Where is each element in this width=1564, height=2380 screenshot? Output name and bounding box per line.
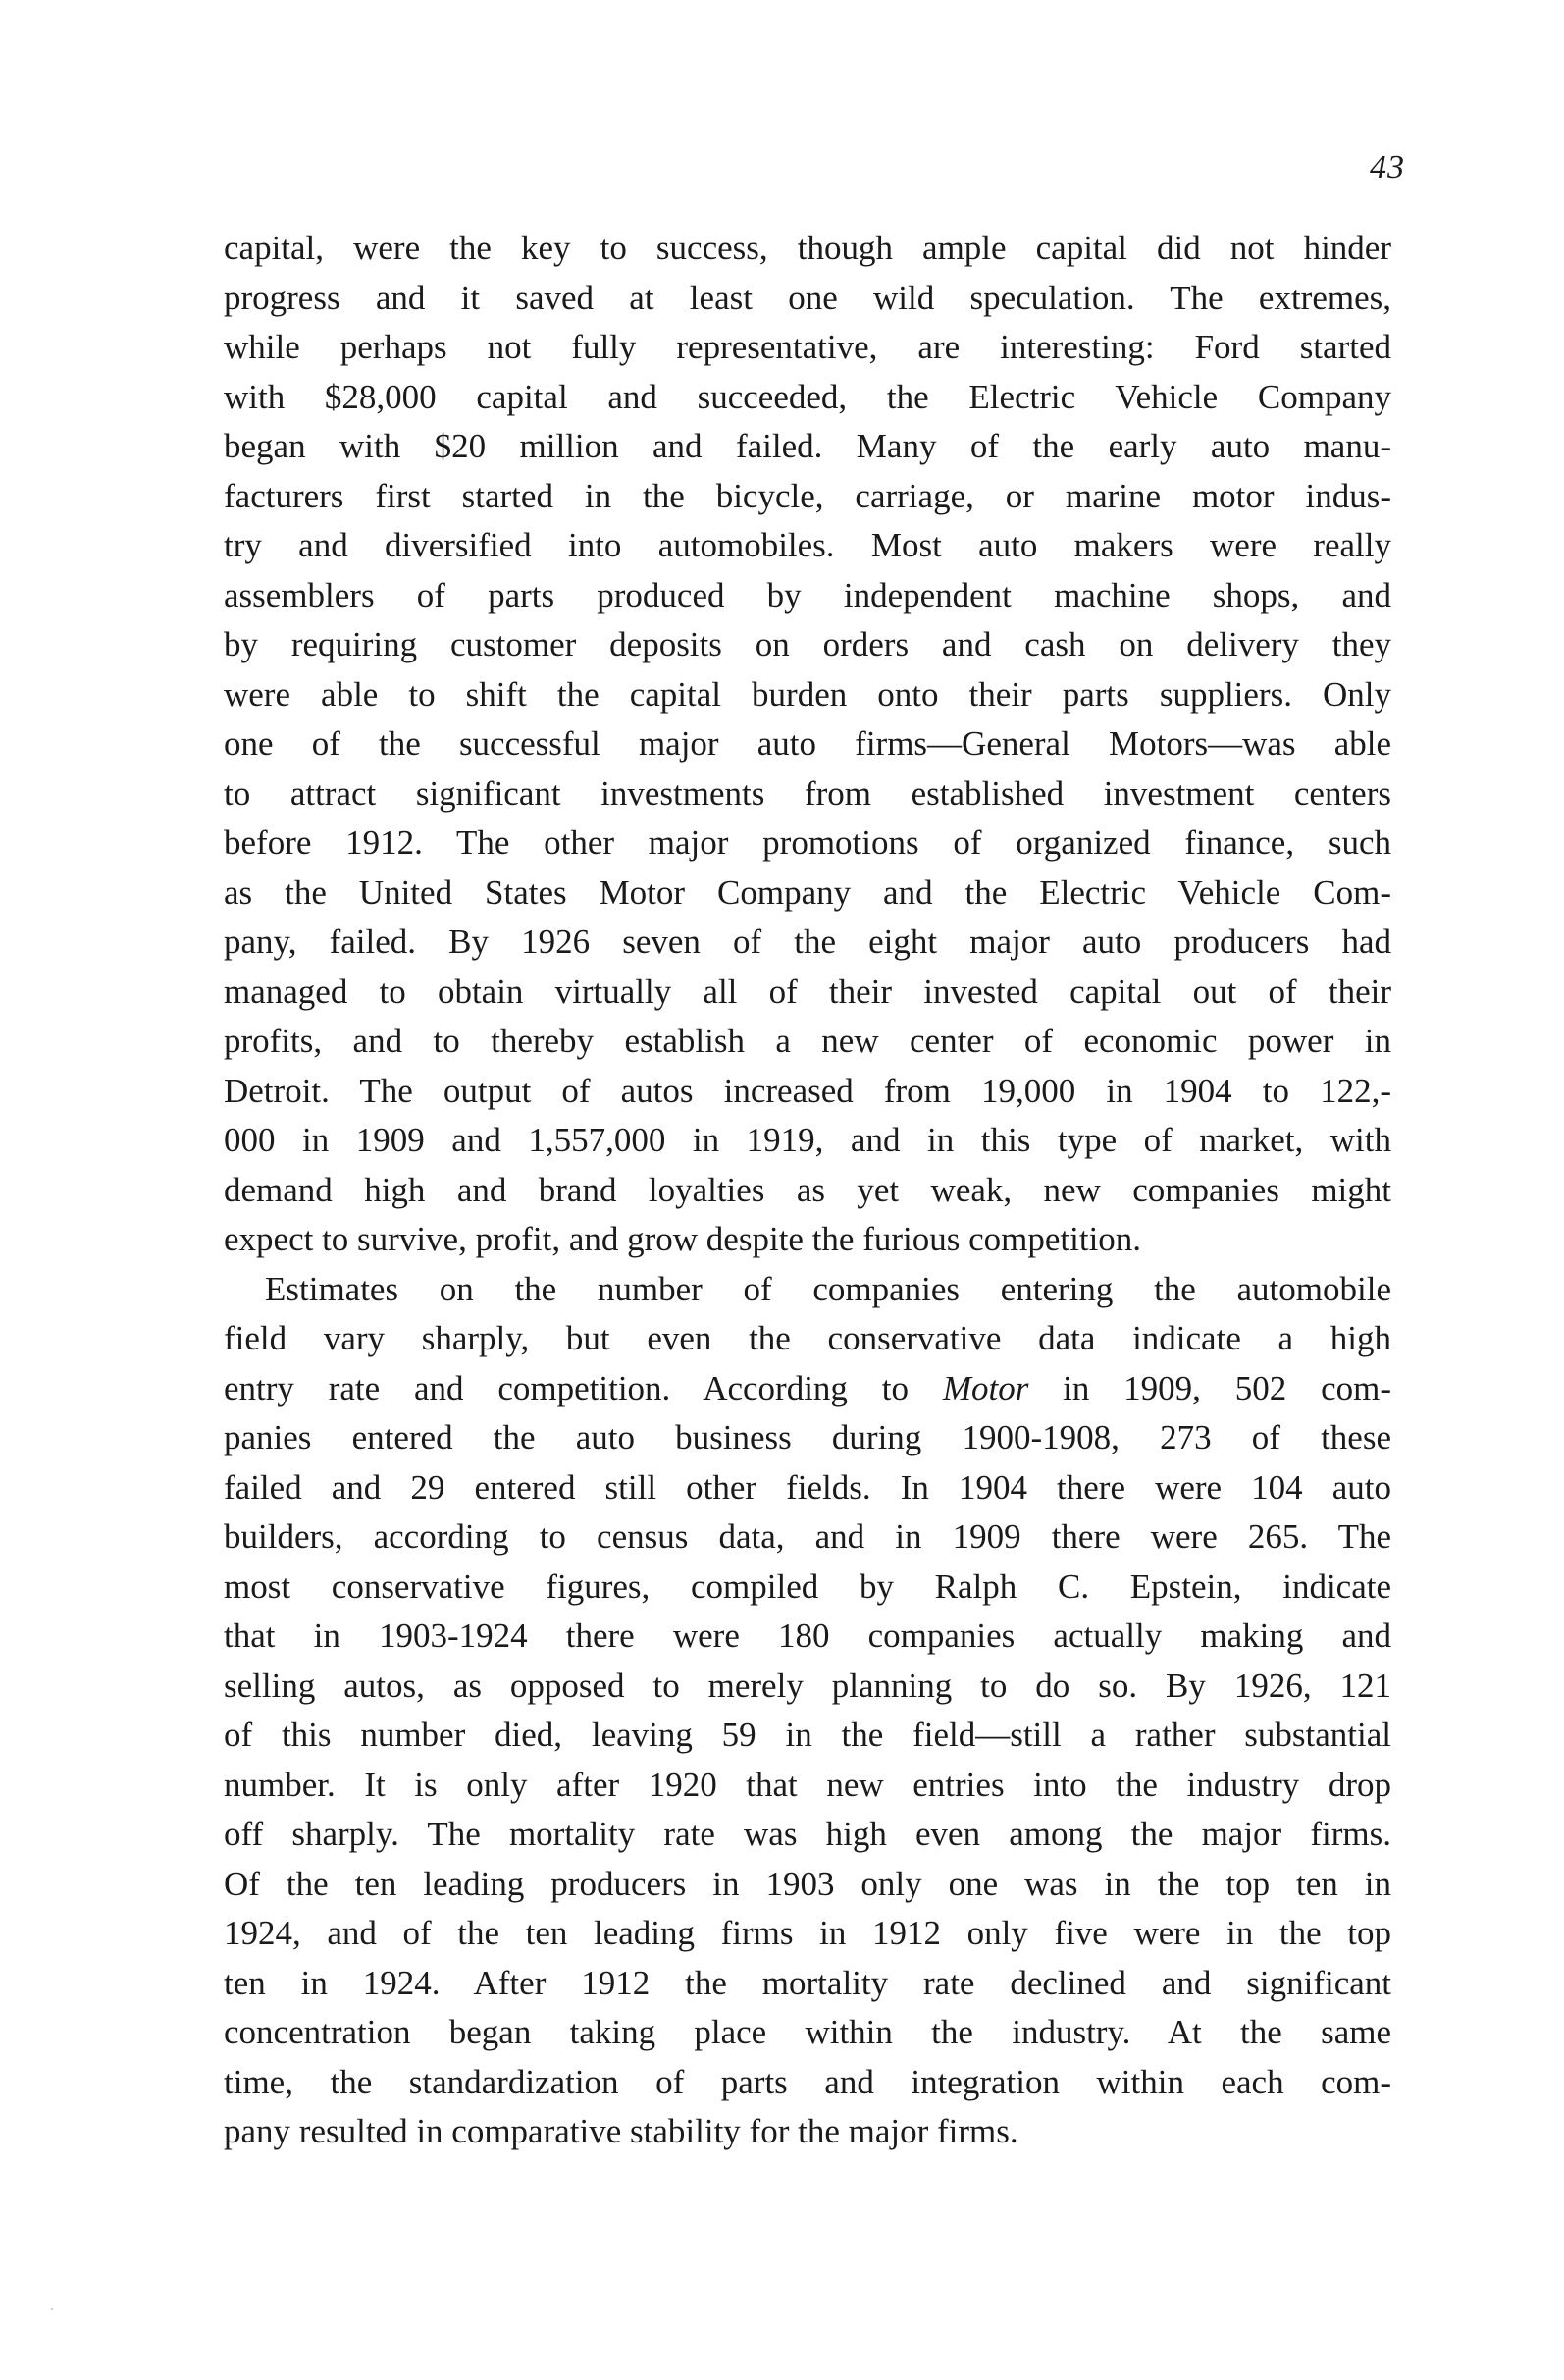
text-line: managed to obtain virtually all of their invested capital out of their (224, 972, 1391, 1011)
text-line: Of the ten leading producers in 1903 only one was in the top ten in (224, 1864, 1391, 1903)
text-line: were able to shift the capital burden onto their parts suppliers. Only (224, 674, 1391, 714)
publication-title: Motor (942, 1368, 1029, 1407)
text-line: number. It is only after 1920 that new entries into the industry drop (224, 1765, 1391, 1804)
text-line: most conservative figures, compiled by Ralph C. Epstein, indicate (224, 1566, 1391, 1606)
text-line: demand high and brand loyalties as yet weak, new companies might (224, 1170, 1391, 1209)
text-line: time, the standardization of parts and integration within each com- (224, 2062, 1391, 2101)
text-line: ten in 1924. After 1912 the mortality rate declined and significant (224, 1963, 1391, 2002)
text-line: by requiring customer deposits on orders and cash on delivery they (224, 625, 1391, 663)
text-line: panies entered the auto business during 1900-1908, 273 of these (224, 1418, 1391, 1456)
text-line: concentration began taking place within the industry. At the same (224, 2013, 1391, 2051)
text-line-segment: entry rate and competition. According to (224, 1368, 943, 1407)
text-line: while perhaps not fully representative, are interesting: Ford started (224, 328, 1391, 366)
text-line: Detroit. The output of autos increased from 19,000 in 1904 to 122,- (224, 1071, 1391, 1110)
text-line: failed and 29 entered still other fields. In 1904 there were 104 auto (224, 1467, 1391, 1507)
text-line: 1924, and of the ten leading firms in 1912 only five were in the top (224, 1914, 1391, 1952)
page-number: 43 (1370, 149, 1405, 185)
scan-speck (51, 2308, 53, 2310)
body-text (224, 224, 1391, 2157)
text-line: capital, were the key to success, though ample capital did not hinder (224, 229, 1391, 267)
text-line: selling autos, as opposed to merely planning to do so. By 1926, 121 (224, 1666, 1391, 1705)
text-line: to attract significant investments from established investment centers (224, 773, 1391, 813)
text-line: as the United States Motor Company and the Electric Vehicle Com- (224, 873, 1391, 912)
text-line: one of the successful major auto firms—General Motors—was able (224, 724, 1391, 763)
text-line: pany, failed. By 1926 seven of the eight major auto producers had (224, 923, 1391, 961)
text-line: began with $20 million and failed. Many of the early auto manu- (224, 427, 1391, 465)
text-line: assemblers of parts produced by independent machine shops, and (224, 575, 1391, 614)
text-line: field vary sharply, but even the conservative data indicate a high (224, 1319, 1391, 1357)
text-line (224, 1364, 1391, 1414)
text-line: of this number died, leaving 59 in the field—still a rather substantial (224, 1716, 1391, 1754)
text-line: 000 in 1909 and 1,557,000 in 1919, and in this type of market, with (224, 1121, 1391, 1159)
text-line: progress and it saved at least one wild speculation. The extremes, (224, 278, 1391, 317)
text-line: with $28,000 capital and succeeded, the Electric Vehicle Company (224, 377, 1391, 416)
text-line: off sharply. The mortality rate was high even among the major firms. (224, 1815, 1391, 1853)
text-line: facturers first started in the bicycle, carriage, or marine motor indus- (224, 476, 1391, 515)
text-line: that in 1903-1924 there were 180 companies actually making and (224, 1616, 1391, 1655)
text-line: try and diversified into automobiles. Most auto makers were really (224, 526, 1391, 564)
text-line: Estimates on the number of companies entering the automobile (265, 1269, 1391, 1308)
text-line: builders, according to census data, and in 1909 there were 265. The (224, 1517, 1391, 1556)
text-line-segment: in 1909, 502 com- (1028, 1368, 1392, 1407)
text-line: before 1912. The other major promotions of organized finance, such (224, 823, 1391, 862)
text-line: profits, and to thereby establish a new center of economic power in (224, 1022, 1391, 1060)
text-line: expect to survive, profit, and grow despite the furious competition. (224, 1220, 1142, 1258)
text-line: pany resulted in comparative stability for the major firms. (224, 2112, 1018, 2150)
